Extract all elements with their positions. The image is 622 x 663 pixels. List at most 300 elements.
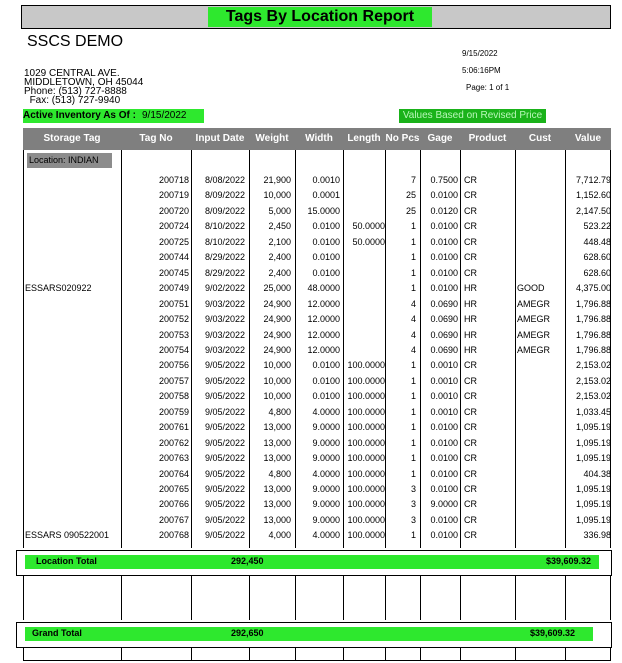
cell-length: 100.0000	[347, 437, 385, 448]
cell-gage: 0.0010	[430, 391, 458, 402]
cell-pcs: 1	[410, 236, 416, 247]
cell-gage: 0.0010	[430, 360, 458, 371]
cell-gage: 0.0690	[430, 298, 458, 309]
cell-pcs: 25	[405, 190, 416, 201]
cell-length: 50.0000	[352, 236, 385, 247]
address-line1: 1029 CENTRAL AVE.	[24, 68, 120, 79]
cell-gage: 0.0100	[430, 422, 458, 433]
table-row	[23, 358, 611, 373]
cell-tag: 200754	[158, 344, 189, 355]
column-header-cust: Cust	[528, 133, 552, 144]
cell-pcs: 1	[410, 422, 416, 433]
cell-pcs: 3	[410, 499, 416, 510]
cell-weight: 24,900	[263, 298, 291, 309]
cell-pcs: 1	[410, 530, 416, 541]
grand-total-bar	[25, 627, 593, 641]
cell-date: 9/05/2022	[204, 391, 245, 402]
location-total-box	[16, 550, 612, 576]
table-row	[23, 343, 611, 358]
column-header-pcs: No Pcs	[385, 133, 420, 144]
cell-length: 100.0000	[347, 406, 385, 417]
cell-value: 448.48	[583, 236, 611, 247]
cell-product: HR	[464, 314, 477, 325]
cell-width: 9.0000	[312, 437, 340, 448]
cell-date: 9/03/2022	[204, 298, 245, 309]
grid-line	[249, 647, 250, 660]
cell-gage: 0.0690	[430, 344, 458, 355]
cell-product: CR	[464, 391, 477, 402]
column-header-length: Length	[347, 133, 381, 144]
table-row	[23, 467, 611, 482]
cell-tag: 200745	[158, 267, 189, 278]
address-phone: Phone: (513) 727-8888	[24, 86, 127, 97]
cell-width: 0.0100	[312, 267, 340, 278]
cell-product: HR	[464, 329, 477, 340]
cell-pcs: 4	[410, 314, 416, 325]
cell-gage: 0.0100	[430, 236, 458, 247]
cell-gage: 0.0100	[430, 514, 458, 525]
cell-gage: 0.0100	[430, 267, 458, 278]
cell-storage: ESSARS 090522001	[25, 530, 110, 541]
cell-weight: 4,800	[268, 468, 291, 479]
cell-weight: 2,450	[268, 221, 291, 232]
grid-line	[420, 647, 421, 660]
cell-date: 8/29/2022	[204, 267, 245, 278]
cell-cust: AMEGR	[517, 329, 551, 340]
cell-pcs: 1	[410, 221, 416, 232]
cell-width: 12.0000	[307, 298, 340, 309]
cell-product: HR	[464, 344, 477, 355]
cell-weight: 4,000	[268, 530, 291, 541]
column-header-storage: Storage Tag	[43, 133, 101, 144]
cell-value: 628.60	[583, 252, 611, 263]
cell-weight: 13,000	[263, 484, 291, 494]
table-row	[23, 497, 611, 512]
cell-weight: 10,000	[263, 190, 291, 201]
cell-gage: 0.0100	[430, 437, 458, 448]
cell-pcs: 1	[410, 252, 416, 263]
grid-line	[610, 647, 611, 660]
cell-weight: 10,000	[263, 360, 291, 371]
table-row	[23, 173, 611, 188]
cell-length: 100.0000	[347, 391, 385, 402]
grid-line	[610, 576, 611, 620]
cell-cust: GOOD	[517, 283, 545, 294]
bottom-rule	[23, 660, 611, 661]
cell-product: CR	[464, 406, 477, 417]
column-header-value: Value	[574, 133, 602, 144]
cell-date: 9/05/2022	[204, 468, 245, 479]
table-row	[23, 405, 611, 420]
cell-width: 9.0000	[312, 484, 340, 494]
cell-value: 1,033.45	[575, 406, 611, 417]
grid-line	[121, 647, 122, 660]
cell-product: CR	[464, 514, 477, 525]
cell-width: 0.0001	[312, 190, 340, 201]
cell-date: 9/05/2022	[204, 530, 245, 541]
cell-length: 100.0000	[347, 453, 385, 464]
cell-weight: 13,000	[263, 437, 291, 448]
location-total-bar	[25, 555, 599, 569]
cell-weight: 10,000	[263, 375, 291, 386]
column-header-gage: Gage	[427, 133, 453, 144]
cell-value: 628.60	[583, 267, 611, 278]
cell-gage: 0.0010	[430, 406, 458, 417]
cell-pcs: 1	[410, 283, 416, 294]
cell-weight: 24,900	[263, 314, 291, 325]
cell-date: 9/05/2022	[204, 484, 245, 494]
cell-date: 8/08/2022	[204, 175, 245, 185]
cell-tag: 200763	[158, 453, 189, 464]
cell-date: 9/05/2022	[204, 360, 245, 371]
column-header-width: Width	[305, 133, 333, 144]
cell-value: 2,153.02	[575, 391, 611, 402]
cell-product: HR	[464, 283, 477, 294]
cell-length: 100.0000	[347, 360, 385, 371]
grid-line	[343, 576, 344, 620]
grand-total-value: $39,609.32	[530, 628, 576, 638]
cell-date: 9/05/2022	[204, 375, 245, 386]
cell-gage: 0.0100	[430, 468, 458, 479]
cell-weight: 24,900	[263, 329, 291, 340]
cell-pcs: 1	[410, 267, 416, 278]
cell-width: 12.0000	[307, 329, 340, 340]
cell-pcs: 1	[410, 360, 416, 371]
cell-pcs: 3	[410, 514, 416, 525]
cell-gage: 0.0690	[430, 314, 458, 325]
cell-product: CR	[464, 252, 477, 263]
cell-date: 9/05/2022	[204, 514, 245, 525]
table-row	[23, 328, 611, 343]
cell-weight: 13,000	[263, 422, 291, 433]
cell-width: 0.0100	[312, 252, 340, 263]
cell-weight: 2,400	[268, 267, 291, 278]
cell-date: 8/09/2022	[204, 190, 245, 201]
active-inventory-banner	[23, 109, 204, 123]
cell-gage: 0.0100	[430, 453, 458, 464]
cell-width: 0.0100	[312, 236, 340, 247]
cell-pcs: 1	[410, 453, 416, 464]
cell-tag: 200764	[158, 468, 189, 479]
grid-line	[420, 576, 421, 620]
cell-tag: 200767	[158, 514, 189, 525]
cell-gage: 0.0120	[430, 205, 458, 216]
cell-date: 9/05/2022	[204, 453, 245, 464]
cell-width: 0.0100	[312, 391, 340, 402]
cell-weight: 13,000	[263, 499, 291, 510]
grid-line	[565, 576, 566, 620]
cell-value: 2,147.50	[575, 205, 611, 216]
cell-tag: 200759	[158, 406, 189, 417]
cell-width: 0.0100	[312, 221, 340, 232]
company-address	[24, 69, 143, 105]
grid-line	[460, 576, 461, 620]
cell-weight: 5,000	[268, 205, 291, 216]
cell-date: 9/03/2022	[204, 344, 245, 355]
grid-line	[191, 576, 192, 620]
grid-line	[460, 647, 461, 660]
cell-value: 2,153.02	[575, 375, 611, 386]
cell-tag: 200744	[158, 252, 189, 263]
table-row	[23, 513, 611, 528]
cell-width: 9.0000	[312, 422, 340, 433]
cell-gage: 0.7500	[430, 175, 458, 185]
cell-product: CR	[464, 267, 477, 278]
cell-value: 2,153.02	[575, 360, 611, 371]
cell-width: 9.0000	[312, 453, 340, 464]
cell-value: 1,095.19	[575, 453, 611, 464]
cell-value: 7,712.79	[575, 175, 611, 185]
cell-length: 50.0000	[352, 221, 385, 232]
cell-product: CR	[464, 375, 477, 386]
cell-tag: 200758	[158, 391, 189, 402]
cell-tag: 200765	[158, 484, 189, 494]
cell-tag: 200753	[158, 329, 189, 340]
cell-date: 8/29/2022	[204, 252, 245, 263]
cell-product: CR	[464, 499, 477, 510]
grid-line	[295, 576, 296, 620]
cell-weight: 13,000	[263, 453, 291, 464]
column-header-tag: Tag No	[139, 133, 173, 144]
report-title: Tags By Location Report	[208, 7, 432, 27]
cell-date: 9/03/2022	[204, 314, 245, 325]
cell-date: 9/05/2022	[204, 437, 245, 448]
cell-value: 1,152.60	[575, 190, 611, 201]
cell-date: 9/02/2022	[204, 283, 245, 294]
cell-product: CR	[464, 530, 477, 541]
cell-value: 1,796.88	[575, 314, 611, 325]
table-row	[23, 420, 611, 435]
location-total-weight: 292,450	[231, 556, 264, 566]
cell-value: 523.22	[583, 221, 611, 232]
cell-value: 1,796.88	[575, 329, 611, 340]
cell-width: 4.0000	[312, 530, 340, 541]
cell-cust: AMEGR	[517, 298, 551, 309]
grid-line	[343, 647, 344, 660]
cell-product: HR	[464, 298, 477, 309]
table-row	[23, 188, 611, 203]
cell-gage: 0.0690	[430, 329, 458, 340]
cell-weight: 24,900	[263, 344, 291, 355]
table-header	[23, 128, 611, 150]
table-row	[23, 389, 611, 404]
grand-total-label: Grand Total	[32, 628, 82, 638]
cell-pcs: 4	[410, 298, 416, 309]
cell-length: 100.0000	[347, 499, 385, 510]
cell-date: 9/05/2022	[204, 499, 245, 510]
cell-weight: 13,000	[263, 514, 291, 525]
cell-cust: AMEGR	[517, 314, 551, 325]
cell-gage: 0.0100	[430, 283, 458, 294]
cell-gage: 0.0010	[430, 375, 458, 386]
table-row	[23, 204, 611, 219]
cell-tag: 200719	[158, 190, 189, 201]
cell-product: CR	[464, 175, 477, 185]
table-row	[23, 482, 611, 497]
table-row	[23, 266, 611, 281]
location-total-label: Location Total	[36, 556, 97, 566]
cell-tag: 200724	[158, 221, 189, 232]
cell-product: CR	[464, 205, 477, 216]
cell-gage: 0.0100	[430, 221, 458, 232]
cell-width: 9.0000	[312, 514, 340, 525]
cell-product: CR	[464, 437, 477, 448]
cell-value: 4,375.00	[575, 283, 611, 294]
table-row	[23, 281, 611, 296]
cell-pcs: 4	[410, 344, 416, 355]
cell-length: 100.0000	[347, 422, 385, 433]
grand-total-box	[16, 622, 612, 648]
column-header-date: Input Date	[195, 133, 245, 144]
grid-line	[191, 647, 192, 660]
cell-product: CR	[464, 484, 477, 494]
cell-date: 8/09/2022	[204, 205, 245, 216]
cell-date: 9/05/2022	[204, 422, 245, 433]
cell-pcs: 1	[410, 406, 416, 417]
cell-weight: 2,100	[268, 236, 291, 247]
grid-line	[295, 647, 296, 660]
cell-width: 4.0000	[312, 468, 340, 479]
cell-pcs: 7	[410, 175, 416, 185]
cell-value: 1,796.88	[575, 298, 611, 309]
cell-tag: 200725	[158, 236, 189, 247]
table-row	[23, 235, 611, 250]
grid-line	[515, 576, 516, 620]
cell-tag: 200768	[158, 530, 189, 541]
cell-gage: 0.0100	[430, 190, 458, 201]
cell-pcs: 1	[410, 468, 416, 479]
cell-value: 1,796.88	[575, 344, 611, 355]
cell-width: 12.0000	[307, 344, 340, 355]
cell-gage: 0.0100	[430, 252, 458, 263]
cell-product: CR	[464, 360, 477, 371]
cell-value: 1,095.19	[575, 499, 611, 510]
cell-length: 100.0000	[347, 484, 385, 494]
cell-tag: 200766	[158, 499, 189, 510]
cell-tag: 200762	[158, 437, 189, 448]
location-label: Location: INDIAN	[27, 153, 112, 168]
page-number: Page: 1 of 1	[466, 83, 510, 92]
cell-width: 0.0010	[312, 175, 340, 185]
table-row	[23, 250, 611, 265]
grand-total-weight: 292,650	[231, 628, 264, 638]
cell-gage: 0.0100	[430, 484, 458, 494]
grid-line	[23, 647, 24, 660]
cell-tag: 200756	[158, 360, 189, 371]
grid-line	[23, 576, 24, 620]
cell-pcs: 1	[410, 437, 416, 448]
cell-width: 12.0000	[307, 314, 340, 325]
cell-pcs: 25	[405, 205, 416, 216]
cell-cust: AMEGR	[517, 344, 551, 355]
cell-width: 9.0000	[312, 499, 340, 510]
cell-value: 1,095.19	[575, 437, 611, 448]
report-title-bar	[21, 5, 611, 29]
cell-width: 4.0000	[312, 406, 340, 417]
cell-date: 8/10/2022	[204, 236, 245, 247]
cell-product: CR	[464, 236, 477, 247]
grid-line	[515, 647, 516, 660]
active-inventory-label: Active Inventory As Of :	[23, 110, 136, 121]
grid-line	[385, 647, 386, 660]
grid-line	[565, 647, 566, 660]
cell-length: 100.0000	[347, 514, 385, 525]
active-inventory-date: 9/15/2022	[142, 110, 187, 121]
cell-product: CR	[464, 221, 477, 232]
cell-weight: 21,900	[263, 175, 291, 185]
cell-value: 1,095.19	[575, 514, 611, 525]
cell-pcs: 4	[410, 329, 416, 340]
cell-width: 15.0000	[307, 205, 340, 216]
cell-weight: 2,400	[268, 252, 291, 263]
cell-gage: 9.0000	[430, 499, 458, 510]
cell-value: 336.98	[583, 530, 611, 541]
cell-weight: 10,000	[263, 391, 291, 402]
cell-length: 100.0000	[347, 530, 385, 541]
cell-value: 404.38	[583, 468, 611, 479]
column-header-product: Product	[468, 133, 507, 144]
values-note: Values Based on Revised Price	[399, 109, 546, 123]
cell-tag: 200751	[158, 298, 189, 309]
cell-date: 8/10/2022	[204, 221, 245, 232]
address-fax: Fax: (513) 727-9940	[29, 95, 121, 106]
table-row	[23, 374, 611, 389]
cell-pcs: 1	[410, 375, 416, 386]
cell-value: 1,095.19	[575, 484, 611, 494]
cell-weight: 4,800	[268, 406, 291, 417]
cell-tag: 200761	[158, 422, 189, 433]
cell-tag: 200718	[158, 175, 189, 185]
cell-width: 0.0100	[312, 360, 340, 371]
cell-date: 9/05/2022	[204, 406, 245, 417]
cell-length: 100.0000	[347, 375, 385, 386]
cell-tag: 200752	[158, 314, 189, 325]
cell-tag: 200720	[158, 205, 189, 216]
table-row	[23, 312, 611, 327]
cell-width: 48.0000	[307, 283, 340, 294]
report-time: 5:06:16PM	[462, 66, 501, 75]
cell-product: CR	[464, 453, 477, 464]
grid-line	[249, 576, 250, 620]
cell-weight: 25,000	[263, 283, 291, 294]
grid-line	[121, 576, 122, 620]
cell-date: 9/03/2022	[204, 329, 245, 340]
cell-pcs: 3	[410, 484, 416, 494]
cell-length: 100.0000	[347, 468, 385, 479]
cell-product: CR	[464, 422, 477, 433]
cell-tag: 200749	[158, 283, 189, 294]
location-total-value: $39,609.32	[546, 556, 592, 566]
company-name: SSCS DEMO	[27, 33, 124, 50]
cell-width: 0.0100	[312, 375, 340, 386]
table-row	[23, 219, 611, 234]
table-row	[23, 297, 611, 312]
table-row	[23, 436, 611, 451]
cell-pcs: 1	[410, 391, 416, 402]
cell-value: 1,095.19	[575, 422, 611, 433]
cell-product: CR	[464, 190, 477, 201]
address-line2: MIDDLETOWN, OH 45044	[24, 77, 144, 88]
table-row	[23, 451, 611, 466]
cell-product: CR	[464, 468, 477, 479]
grid-line	[385, 576, 386, 620]
cell-gage: 0.0100	[430, 530, 458, 541]
column-header-weight: Weight	[255, 133, 289, 144]
cell-tag: 200757	[158, 375, 189, 386]
cell-storage: ESSARS020922	[25, 283, 92, 294]
report-date: 9/15/2022	[462, 49, 498, 58]
table-row	[23, 528, 611, 543]
